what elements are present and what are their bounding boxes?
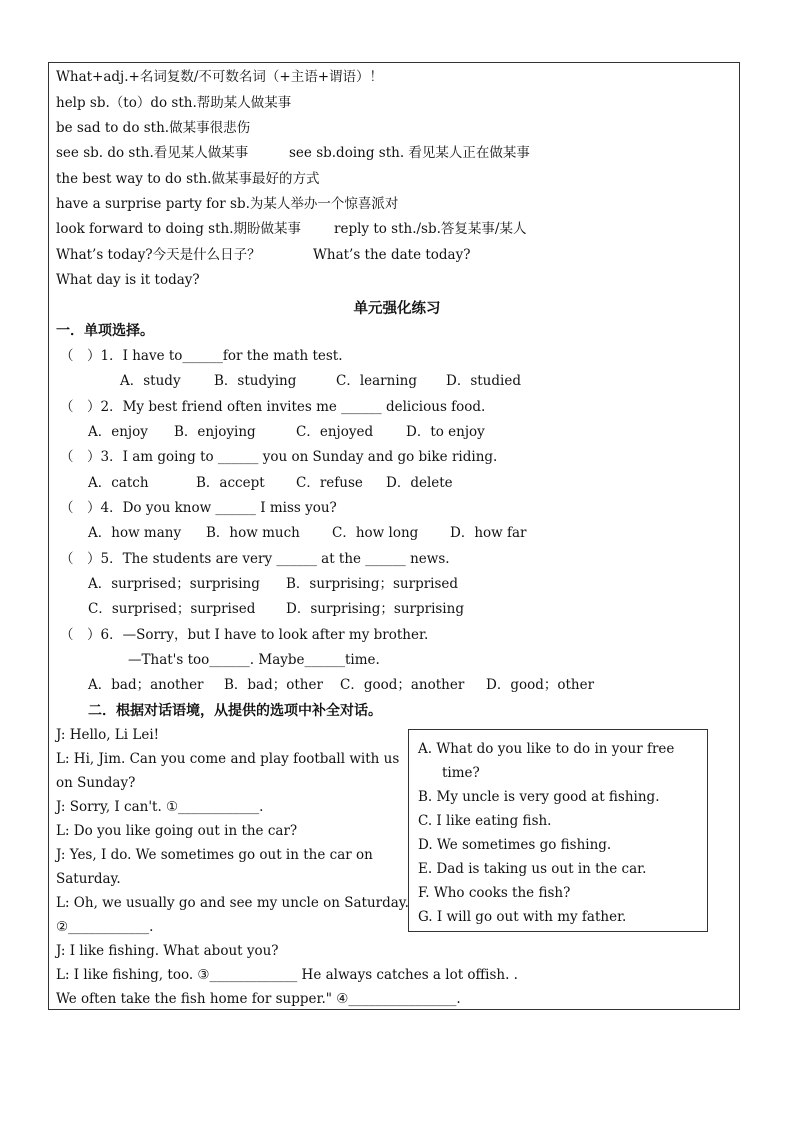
- option: C．enjoyed: [296, 424, 374, 440]
- option: A．catch: [88, 475, 149, 491]
- option: D．delete: [386, 475, 453, 491]
- dialogue-line: J: Yes, I do. We sometimes go out in the car on: [56, 847, 373, 863]
- option: C．good；another: [340, 677, 465, 693]
- section1-heading: 一．单项选择。: [56, 323, 154, 339]
- unit-title: 单元强化练习: [353, 301, 441, 317]
- question-stem: （ ）6．—Sorry，but I have to look after my brother.: [60, 627, 429, 643]
- choice-item: A. What do you like to do in your free: [418, 741, 675, 757]
- option: A．surprised；surprising: [88, 576, 260, 592]
- option: B．how much: [206, 525, 300, 541]
- section2-heading: 二．根据对话语境，从提供的选项中补全对话。: [88, 703, 382, 719]
- option: D．surprising；surprising: [286, 601, 464, 617]
- question-stem: （ ）3．I am going to ______ you on Sunday and go bike riding.: [60, 449, 498, 465]
- question-stem: （ ）2．My best friend often invites me ______ delicious food.: [60, 399, 486, 415]
- option: B．bad；other: [224, 677, 323, 693]
- option: A．study: [120, 373, 181, 389]
- option: D．to enjoy: [406, 424, 485, 440]
- dialogue-line: L: Do you like going out in the car?: [56, 823, 298, 839]
- choice-item: B. My uncle is very good at fishing.: [418, 789, 660, 805]
- question-stem: —That's too______. Maybe______time.: [128, 652, 380, 668]
- dialogue-line: L: Oh, we usually go and see my uncle on Saturday.: [56, 895, 409, 911]
- phrase-line: What’s the date today?: [313, 247, 471, 263]
- option: B．studying: [214, 373, 297, 389]
- dialogue-line: L: I like fishing, too. ③_____________ He always catches a lot offish. .: [56, 967, 518, 983]
- phrase-line: see sb.doing sth. 看见某人正在做某事: [289, 145, 530, 161]
- option: A．enjoy: [88, 424, 148, 440]
- choice-item: E. Dad is taking us out in the car.: [418, 861, 647, 877]
- dialogue-line: J: Sorry, I can't. ①____________.: [56, 799, 264, 815]
- question-stem: （ ）5．The students are very ______ at the ______ news.: [60, 551, 450, 567]
- question-stem: （ ）4．Do you know ______ I miss you?: [60, 500, 337, 516]
- option: D．good；other: [486, 677, 595, 693]
- choice-item: C. I like eating fish.: [418, 813, 552, 829]
- phrase-line: help sb.（to）do sth.帮助某人做某事: [56, 95, 292, 111]
- dialogue-line: ②____________.: [56, 919, 154, 935]
- phrase-line: be sad to do sth.做某事很悲伤: [56, 120, 251, 136]
- choice-item: D. We sometimes go fishing.: [418, 837, 612, 853]
- option: B．surprising；surprised: [286, 576, 459, 592]
- dialogue-line: J: I like fishing. What about you?: [56, 943, 279, 959]
- question-stem: （ ）1．I have to______for the math test.: [60, 348, 343, 364]
- option: D．how far: [450, 525, 527, 541]
- phrase-line: What day is it today?: [56, 272, 200, 288]
- phrase-line: see sb. do sth.看见某人做某事: [56, 145, 249, 161]
- option: A．bad；another: [88, 677, 204, 693]
- phrase-line: What+adj.+名词复数/不可数名词（+主语+谓语）！: [56, 69, 384, 85]
- option: A．how many: [88, 525, 182, 541]
- phrase-line: have a surprise party for sb.为某人举办一个惊喜派对: [56, 196, 399, 212]
- phrase-line: look forward to doing sth.期盼做某事: [56, 221, 302, 237]
- dialogue-line: Saturday.: [56, 871, 121, 887]
- phrase-line: the best way to do sth.做某事最好的方式: [56, 171, 320, 187]
- dialogue-line: L: Hi, Jim. Can you come and play football with us: [56, 751, 400, 767]
- option: B．accept: [196, 475, 265, 491]
- choice-item: F. Who cooks the fish?: [418, 885, 571, 901]
- option: C．learning: [336, 373, 417, 389]
- option: B．enjoying: [174, 424, 256, 440]
- phrase-line: What’s today?今天是什么日子？: [56, 247, 261, 263]
- option: C．how long: [332, 525, 419, 541]
- phrase-line: reply to sth./sb.答复某事/某人: [334, 221, 527, 237]
- dialogue-line: We often take the fish home for supper." ④________________.: [56, 991, 461, 1007]
- option: C．refuse: [296, 475, 363, 491]
- dialogue-line: on Sunday?: [56, 775, 136, 791]
- option: C．surprised；surprised: [88, 601, 256, 617]
- dialogue-line: J: Hello, Li Lei!: [56, 727, 160, 743]
- choice-item: time?: [442, 765, 480, 781]
- choice-item: G. I will go out with my father.: [418, 909, 627, 925]
- option: D．studied: [446, 373, 521, 389]
